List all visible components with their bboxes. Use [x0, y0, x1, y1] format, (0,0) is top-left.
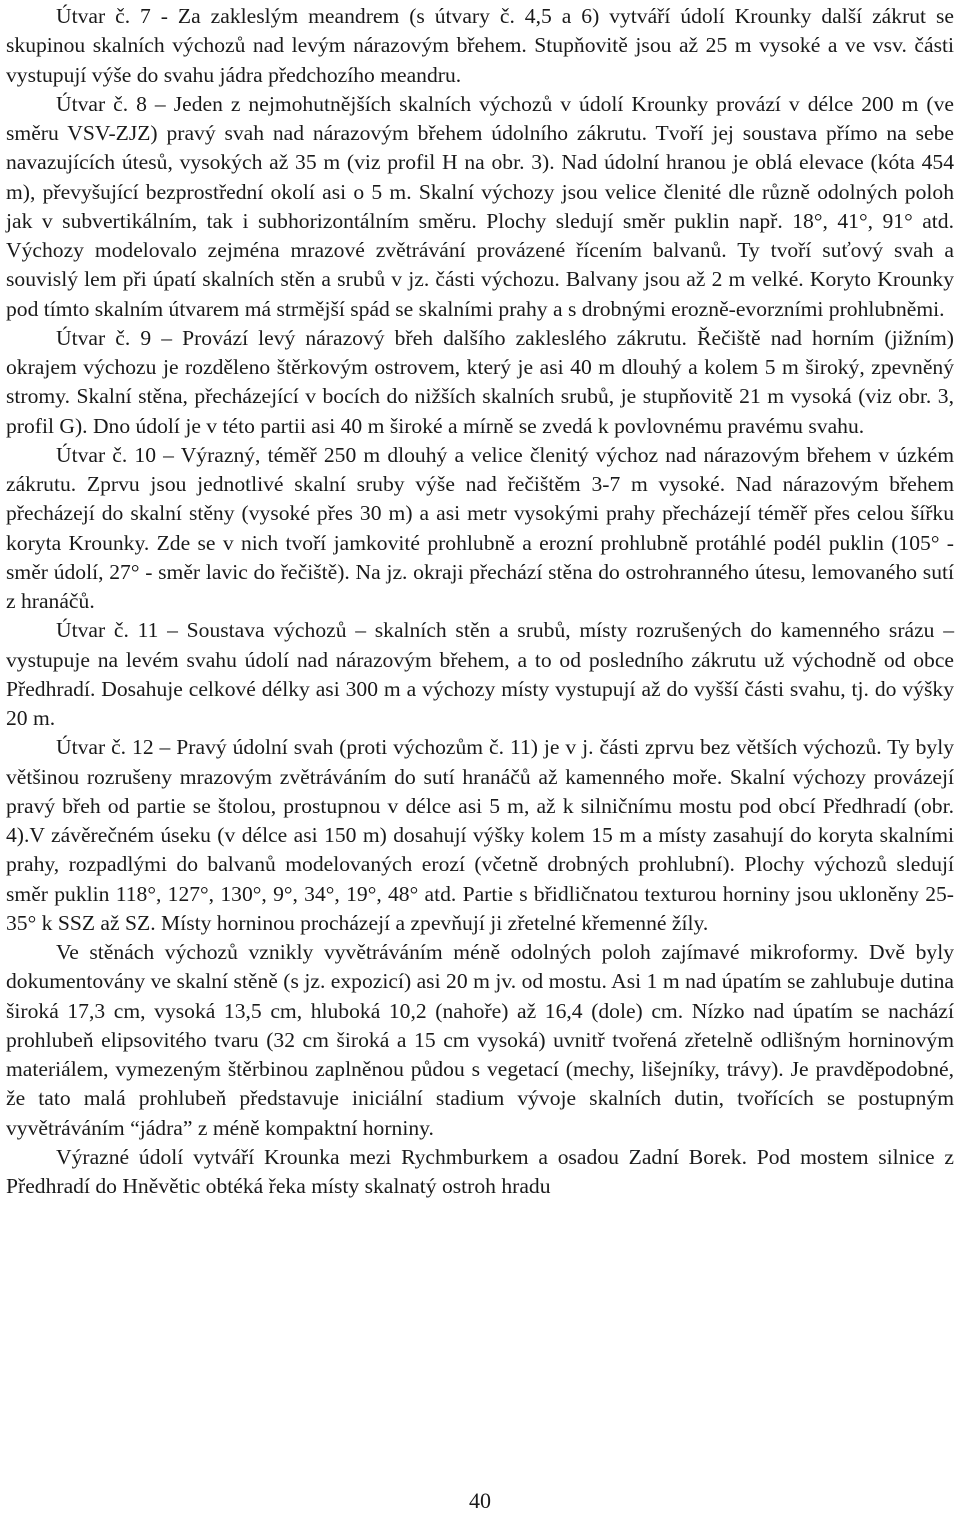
- paragraph-utvar-10: Útvar č. 10 – Výrazný, téměř 250 m dlouhý a velice členitý výchoz nad nárazovým břehem v úzkém zákrutu. Zprvu jsou jednotlivé skalní sruby výše nad řečištěm 3-7 m vysoké. Nad nárazovým břehem přecházejí do skalní stěny (vysoké přes 30 m) a asi metr vysokými prahy přecházejí téměř přes celou šířku koryta Krounky. Zde se v nich tvoří jamkovité prohlubně a erozní prohlubně protáhlé podél puklin (105° - směr údolí, 27° - směr lavic do řečiště). Na jz. okraji přechází stěna do ostrohranného útesu, lemovaného sutí z hranáčů.: [6, 442, 954, 613]
- paragraph-udoli-krounka: Výrazné údolí vytváří Krounka mezi Rychmburkem a osadou Zadní Borek. Pod mostem silnice z Předhradí do Hněvětic obtéká řeka místy skalnatý ostroh hradu: [6, 1144, 954, 1198]
- paragraph-utvar-8: Útvar č. 8 – Jeden z nejmohutnějších skalních výchozů v údolí Krounky provází v délce 200 m (ve směru VSV-ZJZ) pravý svah nad nárazovým břehem údolního zákrutu. Tvoří jej soustava přímo na sebe navazujících útesů, vysokých až 35 m (viz profil H na obr. 3). Nad údolní hranou je oblá elevace (kóta 454 m), převyšující bezprostřední okolí asi o 5 m. Skalní výchozy jsou velice členité dle různě odolných poloh jak v subvertikálním, tak i subhorizontálním směru. Plochy sledují směr puklin např. 18°, 41°, 91° atd. Výchozy modelovalo zejména mrazové zvětrávání provázené řícením balvanů. Ty tvoří suťový svah a souvislý lem při úpatí skalních stěn a srubů v jz. části výchozu. Balvany jsou až 2 m velké. Koryto Krounky pod tímto skalním útvarem má strmější spád se skalními prahy a s drobnými erozně-evorzními prohlubněmi.: [6, 91, 954, 321]
- body-text: [6, 2, 954, 1201]
- page-number: 40: [469, 1488, 491, 1513]
- paragraph-mikroformy: Ve stěnách výchozů vznikly vyvětráváním méně odolných poloh zajímavé mikroformy. Dvě byly dokumentovány ve skalní stěně (s jz. expozicí) asi 20 m jv. od mostu. Asi 1 m nad úpatím se zahlubuje dutina široká 17,3 cm, vysoká 13,5 cm, hluboká 10,2 (nahoře) až 16,4 (dole) cm. Nízko nad úpatím se nachází prohlubeň elipsovitého tvaru (32 cm široká a 15 cm vysoká) uvnitř tvořená zřetelně odlišným horninovým materiálem, vymezeným štěrbinou zaplněnou půdou s vegetací (mechy, lišejníky, trávy). Je pravděpodobné, že tato malá prohlubeň představuje iniciální stadium vývoje skalních dutin, tvořících se postupným vyvětráváním “jádra” z méně kompaktní horniny.: [6, 940, 954, 1140]
- paragraph-utvar-12: Útvar č. 12 – Pravý údolní svah (proti výchozům č. 11) je v j. části zprvu bez větších výchozů. Ty byly většinou rozrušeny mrazovým zvětráváním do sutí hranáčů až kamenného moře. Skalní výchozy provázejí pravý břeh od partie se štolou, prostupnou v délce asi 5 m, až k silničnímu mostu pod obcí Předhradí (obr. 4).V závěrečném úseku (v délce asi 150 m) dosahují výšky kolem 15 m a místy zasahují do koryta skalními prahy, rozpadlými do balvanů modelovaných erozí (včetně drobných prohlubní). Plochy výchozů sledují směr puklin 118°, 127°, 130°, 9°, 34°, 19°, 48° atd. Partie s břidličnatou texturou horniny jsou ukloněny 25-35° k SSZ až SZ. Místy horninou procházejí a zpevňují ji zřetelné křemenné žíly.: [6, 735, 954, 935]
- paragraph-utvar-11: Útvar č. 11 – Soustava výchozů – skalních stěn a srubů, místy rozrušených do kamenného srázu – vystupuje na levém svahu údolí nad nárazovým břehem, a to od posledního zákrutu už východně od obce Předhradí. Dosahuje celkové délky asi 300 m a výchozy místy vystupují až do vyšší části svahu, tj. do výšky 20 m.: [6, 618, 954, 730]
- paragraph-utvar-7: Útvar č. 7 - Za zakleslým meandrem (s útvary č. 4,5 a 6) vytváří údolí Krounky další zákrut se skupinou skalních výchozů nad levým nárazovým břehem. Stupňovitě jsou až 25 m vysoké a ve vsv. části vystupují výše do svahu jádra předchozího meandru.: [6, 4, 954, 87]
- paragraph-utvar-9: Útvar č. 9 – Provází levý nárazový břeh dalšího zakleslého zákrutu. Řečiště nad horním (jižním) okrajem výchozu je rozděleno štěrkovým ostrovem, který je asi 40 m dlouhý a kolem 5 m široký, zpevněný stromy. Skalní stěna, přecházející v bocích do nižších skalních srubů, je stupňovitě 21 m vysoká (viz obr. 3, profil G). Dno údolí je v této partii asi 40 m široké a mírně se zvedá k povlovnému pravému svahu.: [6, 325, 954, 438]
